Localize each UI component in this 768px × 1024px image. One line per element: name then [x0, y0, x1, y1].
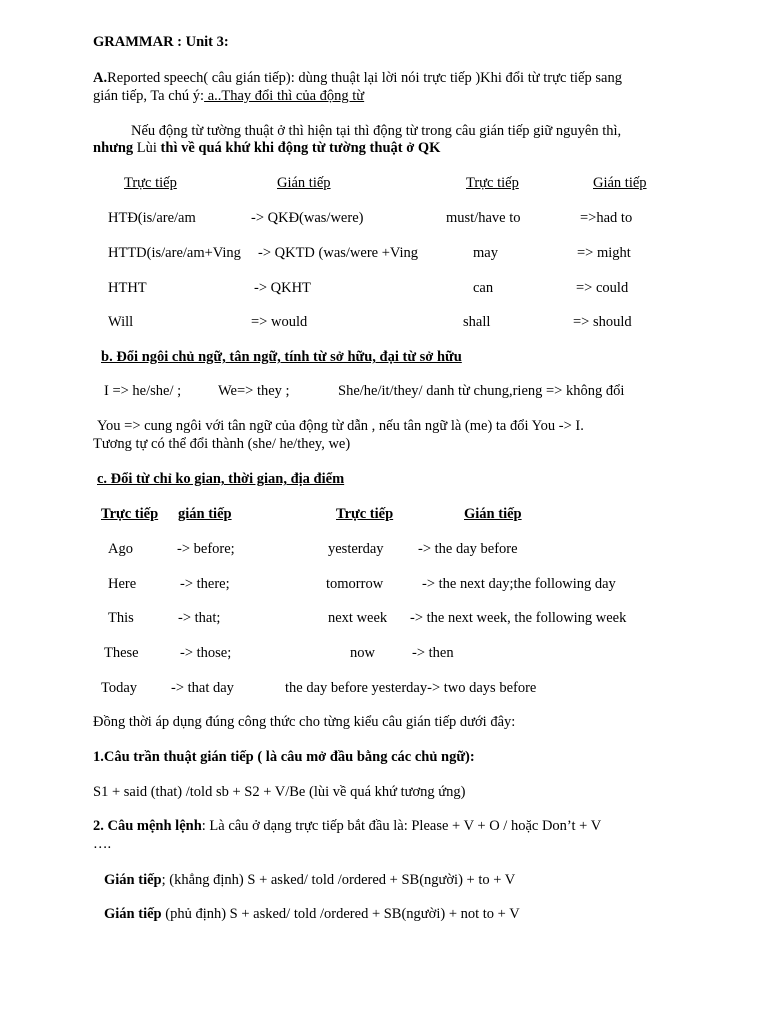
tense-cell: => might: [577, 245, 631, 261]
adverb-cell: -> that day: [171, 680, 234, 696]
tense-cell: HTĐ(is/are/am: [108, 210, 196, 226]
adverb-cell: -> there;: [180, 576, 230, 592]
adverb-header: Gián tiếp: [464, 506, 522, 522]
adverb-cell: This: [108, 610, 134, 626]
tense-cell: -> QKĐ(was/were): [251, 210, 364, 226]
intro-bold-1: nhưng: [93, 140, 134, 156]
adverb-cell: -> the next day;the following day: [422, 576, 616, 592]
rule-2-ellipsis: ….: [93, 836, 112, 852]
rule-2-heading-rest: : Là câu ở dạng trực tiếp bắt đầu là: Please + V + O / hoặc Don’t + V: [201, 818, 602, 834]
tense-cell: must/have to: [446, 210, 521, 226]
adverb-cell: -> those;: [180, 645, 232, 661]
rule-1-formula: S1 + said (that) /told sb + S2 + V/Be (lùi về quá khứ tương ứng): [93, 784, 466, 800]
adverb-cell: next week: [328, 610, 388, 626]
adverb-cell: -> then: [412, 645, 454, 661]
adverb-cell: These: [104, 645, 139, 661]
intro-line-2: [93, 141, 440, 156]
adverb-cell: -> the day before: [418, 541, 518, 557]
rule-2-negative: [104, 907, 520, 922]
intro-bold-2: thì về quá khứ khi động từ tường thuật ở QK: [160, 140, 441, 156]
rule-2-affirmative-label: Gián tiếp: [104, 872, 162, 888]
tense-header-indirect-2: Gián tiếp: [593, 175, 647, 191]
tense-cell: HTTD(is/are/am+Ving: [108, 245, 241, 261]
rule-2-affirmative-formula: ; (khẳng định) S + asked/ told /ordered + SB(người) + to + V: [161, 872, 516, 888]
section-a-line-2: [93, 89, 364, 104]
rule-2-affirmative: [104, 873, 515, 888]
adverb-cell: -> that;: [178, 610, 221, 626]
tense-cell: can: [473, 280, 494, 296]
pronoun-rule: She/he/it/they/ danh từ chung,rieng => không đổi: [338, 383, 625, 399]
adverb-cell: Today: [101, 680, 138, 696]
apply-instruction: Đồng thời áp dụng đúng công thức cho từng kiểu câu gián tiếp dưới đây:: [93, 714, 516, 730]
tense-cell: shall: [463, 314, 491, 330]
rule-2-heading-bold: 2. Câu mệnh lệnh: [93, 818, 202, 834]
rule-2-negative-label: Gián tiếp: [104, 906, 162, 922]
tense-header-indirect-1: Gián tiếp: [277, 175, 331, 191]
adverb-cell: -> the next week, the following week: [410, 610, 627, 626]
adverb-header: gián tiếp: [178, 506, 232, 522]
section-a-subheading: a..Thay đổi thì của động từ: [204, 88, 365, 104]
tense-cell: =>had to: [580, 210, 633, 226]
section-b-heading: b. Đổi ngôi chủ ngữ, tân ngữ, tính từ sở hữu, đại từ sở hữu: [101, 349, 462, 365]
tense-header-direct-2: Trực tiếp: [466, 175, 519, 191]
you-rule-line-2: Tương tự có thể đổi thành (she/ he/they, we): [93, 436, 351, 452]
section-a-text-1: Reported speech( câu gián tiếp): dùng thuật lại lời nói trực tiếp )Khi đổi từ trực tiếp sang: [107, 70, 622, 86]
section-a-line-1: [93, 71, 622, 86]
tense-cell: => could: [576, 280, 629, 296]
tense-header-direct-1: Trực tiếp: [124, 175, 177, 191]
intro-plain: Lùi: [133, 140, 161, 156]
pronoun-rule: We=> they ;: [218, 383, 290, 399]
adverb-cell: tomorrow: [326, 576, 384, 592]
adverb-cell: now: [350, 645, 375, 661]
tense-cell: => would: [251, 314, 308, 330]
adverb-header: Trực tiếp: [336, 506, 394, 522]
tense-cell: -> QKHT: [254, 280, 311, 296]
tense-cell: may: [473, 245, 498, 261]
rule-2-negative-formula: (phủ định) S + asked/ told /ordered + SB(người) + not to + V: [161, 906, 520, 922]
rule-1-heading: 1.Câu trần thuật gián tiếp ( là câu mở đầu bằng các chủ ngữ):: [93, 749, 475, 765]
section-c-heading: c. Đổi từ chỉ ko gian, thời gian, địa điểm: [97, 471, 345, 487]
section-a-letter: A.: [93, 70, 108, 86]
intro-line-1: Nếu động từ tường thuật ở thì hiện tại thì động từ trong câu gián tiếp giữ nguyên thì,: [131, 123, 622, 139]
tense-cell: => should: [573, 314, 632, 330]
adverb-cell: Here: [108, 576, 137, 592]
tense-cell: -> QKTD (was/were +Ving: [258, 245, 419, 261]
section-a-text-2: gián tiếp, Ta chú ý:: [93, 88, 205, 104]
pronoun-rule: I => he/she/ ;: [104, 383, 182, 399]
adverb-cell: Ago: [108, 541, 133, 557]
you-rule-line-1: You => cung ngôi với tân ngữ của động từ dẫn , nếu tân ngữ là (me) ta đổi You -> I.: [97, 418, 584, 434]
adverb-cell: yesterday: [328, 541, 384, 557]
tense-cell: HTHT: [108, 280, 147, 296]
tense-cell: Will: [108, 314, 134, 330]
rule-2-heading: [93, 819, 601, 834]
adverb-header: Trực tiếp: [101, 506, 159, 522]
adverb-cell: the day before yesterday-> two days before: [285, 680, 537, 696]
adverb-cell: -> before;: [177, 541, 235, 557]
page-title: GRAMMAR : Unit 3:: [93, 34, 229, 50]
